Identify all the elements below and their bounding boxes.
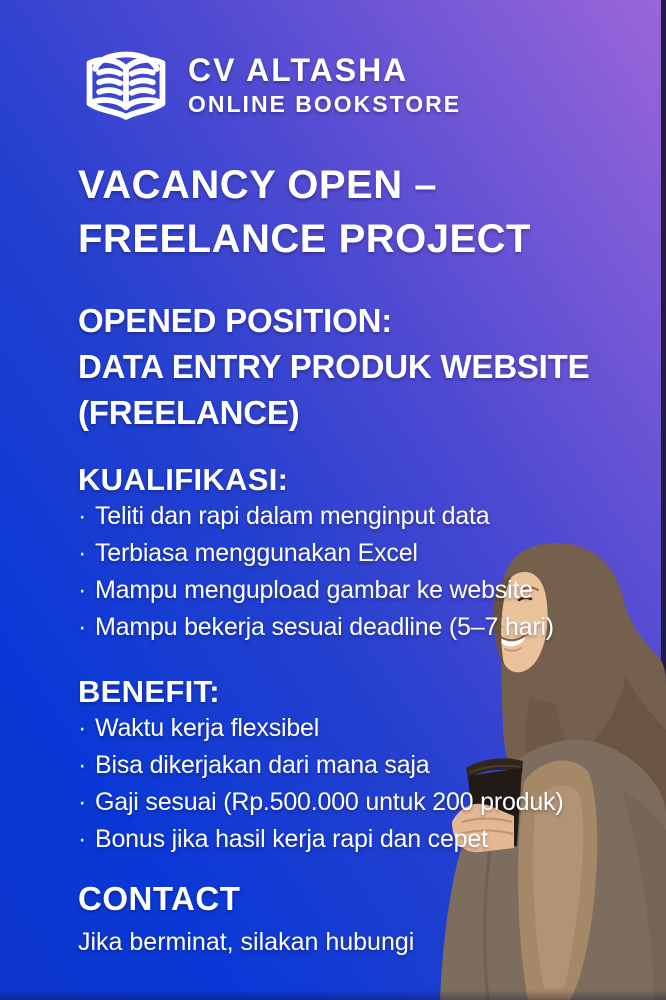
headline-line1: VACANCY OPEN – bbox=[78, 163, 437, 207]
bullet-dot: · bbox=[78, 613, 87, 641]
contact-note: Jika berminat, silakan hubungi bbox=[78, 928, 415, 956]
benefit-title: BENEFIT: bbox=[78, 674, 220, 709]
list-item-text: Bonus jika hasil kerja rapi dan cepet bbox=[95, 825, 488, 853]
list-item bbox=[78, 747, 564, 784]
open-book-icon bbox=[78, 42, 174, 128]
brand-tagline: ONLINE BOOKSTORE bbox=[188, 90, 462, 117]
list-item bbox=[78, 609, 554, 646]
bullet-dot: · bbox=[78, 751, 87, 779]
kualifikasi-list bbox=[78, 498, 554, 646]
bullet-dot: · bbox=[78, 714, 87, 742]
list-item bbox=[78, 710, 564, 747]
position-line2: (FREELANCE) bbox=[78, 394, 300, 431]
list-item bbox=[78, 784, 564, 821]
list-item-text: Terbiasa menggunakan Excel bbox=[95, 539, 418, 567]
bullet-dot: · bbox=[78, 825, 87, 853]
bullet-dot: · bbox=[78, 502, 87, 530]
list-item-text: Waktu kerja flexsibel bbox=[95, 714, 320, 742]
list-item-text: Gaji sesuai (Rp.500.000 untuk 200 produk) bbox=[95, 788, 564, 816]
benefit-list bbox=[78, 710, 564, 858]
bullet-dot: · bbox=[78, 788, 87, 816]
position-line1: DATA ENTRY PRODUK WEBSITE bbox=[78, 348, 590, 385]
position-label: OPENED POSITION: bbox=[78, 302, 393, 339]
opened-position bbox=[78, 298, 589, 436]
list-item bbox=[78, 821, 564, 858]
bullet-dot: · bbox=[78, 539, 87, 567]
headline-line2: FREELANCE PROJECT bbox=[78, 217, 531, 261]
list-item-text: Mampu bekerja sesuai deadline (5–7 hari) bbox=[95, 613, 554, 641]
list-item-text: Teliti dan rapi dalam menginput data bbox=[95, 502, 490, 530]
list-item bbox=[78, 498, 554, 535]
list-item-text: Bisa dikerjakan dari mana saja bbox=[95, 751, 430, 779]
bullet-dot: · bbox=[78, 576, 87, 604]
contact-title: CONTACT bbox=[78, 880, 241, 917]
brand-header bbox=[78, 42, 461, 128]
brand-name: CV ALTASHA bbox=[188, 51, 409, 88]
brand-text bbox=[188, 52, 461, 118]
headline bbox=[78, 158, 531, 266]
list-item bbox=[78, 535, 554, 572]
kualifikasi-title: KUALIFIKASI: bbox=[78, 462, 289, 497]
list-item bbox=[78, 572, 554, 609]
list-item-text: Mampu mengupload gambar ke website bbox=[95, 576, 533, 604]
